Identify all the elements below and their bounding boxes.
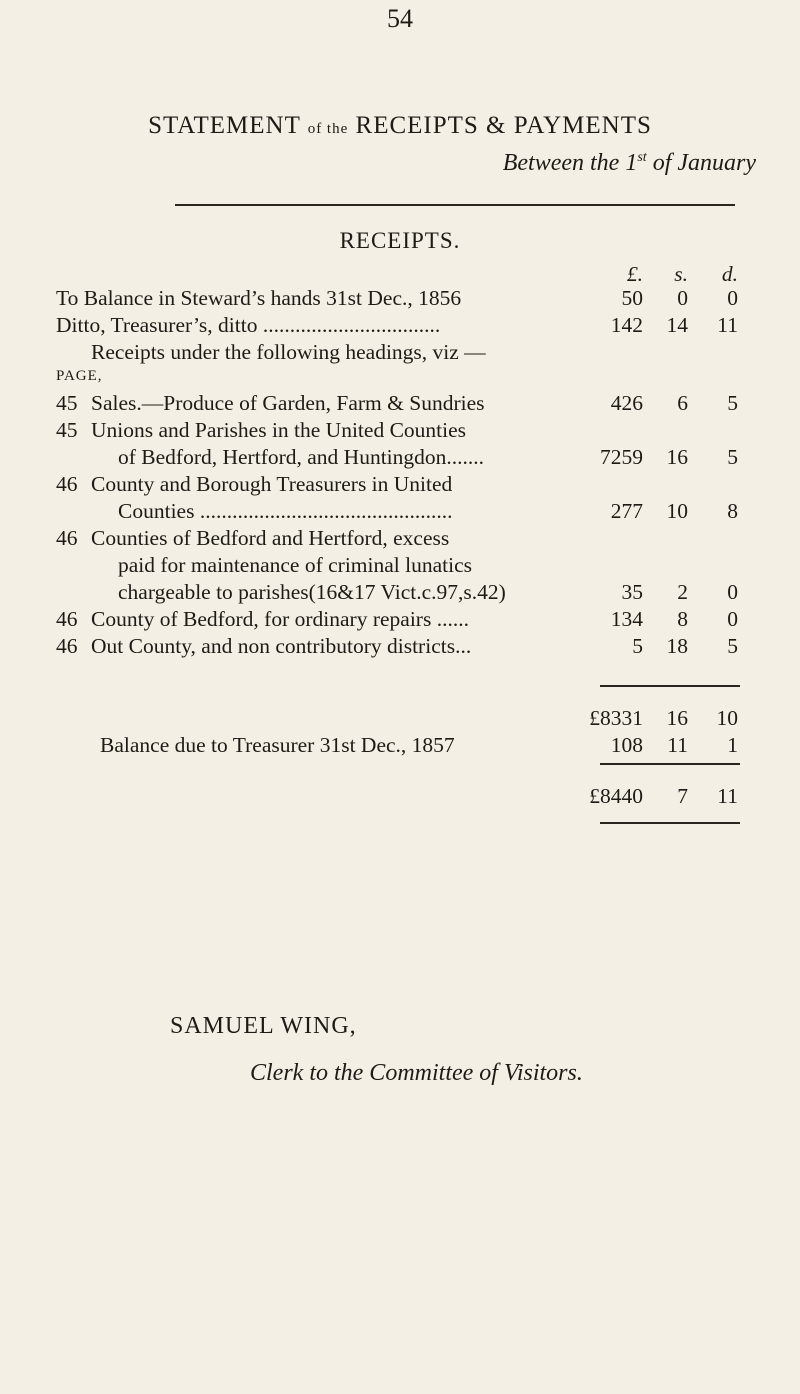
row-page: 46 <box>56 526 78 550</box>
row-label: paid for maintenance of criminal lunatics <box>118 553 473 577</box>
pounds-header: £. <box>626 262 643 286</box>
subheading-pre: Between the 1 <box>502 150 638 176</box>
section-title: RECEIPTS. <box>339 228 461 253</box>
clerk-title: Clerk to the Committee of Visitors. <box>250 1060 583 1086</box>
subtotal-shillings: 16 <box>666 706 688 730</box>
receipt-row <box>0 607 800 633</box>
row-pence: 5 <box>727 445 738 469</box>
row-label: Ditto, Treasurer’s, ditto ................................. <box>56 313 441 337</box>
total-shillings: 7 <box>677 784 688 808</box>
receipt-row <box>0 286 800 312</box>
row-page: 45 <box>56 391 78 415</box>
row-shillings: 0 <box>677 286 688 310</box>
statement-heading <box>0 112 800 140</box>
row-pence: 11 <box>717 313 738 337</box>
row-pounds: 142 <box>610 313 643 337</box>
row-pounds: 5 <box>632 634 643 658</box>
row-shillings: 8 <box>677 607 688 631</box>
row-label: Sales.—Produce of Garden, Farm & Sundries <box>91 391 485 415</box>
page-column-label: PAGE, <box>56 368 103 384</box>
row-pounds: 50 <box>621 286 643 310</box>
row-label: Receipts under the following headings, viz — <box>91 340 486 364</box>
receipt-row <box>0 391 800 417</box>
receipt-row <box>0 580 800 606</box>
page-number: 54 <box>387 4 413 33</box>
balance-row <box>0 733 800 759</box>
subheading-sup: st <box>637 150 647 165</box>
shillings-header: s. <box>674 262 688 286</box>
heading-part-2: of the <box>307 121 349 137</box>
row-label: Unions and Parishes in the United Counties <box>91 418 467 442</box>
row-page: 46 <box>56 472 78 496</box>
balance-shillings: 11 <box>667 733 688 757</box>
receipt-row <box>0 526 800 552</box>
total-pence: 11 <box>717 784 738 808</box>
final-rule <box>600 822 740 824</box>
receipt-row <box>0 499 800 525</box>
subtotal-pence: 10 <box>716 706 738 730</box>
balance-label: Balance due to Treasurer 31st Dec., 1857 <box>100 733 455 757</box>
row-page: 46 <box>56 607 78 631</box>
receipt-row <box>0 553 800 579</box>
column-header-row <box>0 262 800 288</box>
row-pence: 0 <box>727 580 738 604</box>
row-pounds: 7259 <box>600 445 643 469</box>
row-pence: 5 <box>727 634 738 658</box>
receipt-row <box>0 445 800 471</box>
subtotal-row <box>0 706 800 732</box>
row-pence: 0 <box>727 286 738 310</box>
row-label: Out County, and non contributory districts... <box>91 634 472 658</box>
row-label: chargeable to parishes(16&17 Vict.c.97,s.42) <box>118 580 506 604</box>
row-label: Counties of Bedford and Hertford, excess <box>91 526 450 550</box>
row-label: County and Borough Treasurers in United <box>91 472 453 496</box>
receipt-row <box>0 472 800 498</box>
row-label: County of Bedford, for ordinary repairs ...... <box>91 607 469 631</box>
subtotal-pounds: £8331 <box>589 706 643 730</box>
top-divider <box>175 204 735 206</box>
total-pounds: £8440 <box>589 784 643 808</box>
row-pounds: 277 <box>610 499 643 523</box>
row-pence: 8 <box>727 499 738 523</box>
row-page: 45 <box>56 418 78 442</box>
total-row <box>0 784 800 810</box>
row-pounds: 426 <box>610 391 643 415</box>
row-shillings: 14 <box>666 313 688 337</box>
pence-header: d. <box>721 262 738 286</box>
row-shillings: 6 <box>677 391 688 415</box>
subheading-post: of January <box>646 150 756 176</box>
receipt-row <box>0 634 800 660</box>
row-pounds: 35 <box>621 580 643 604</box>
heading-part-3: RECEIPTS & PAYMENTS <box>348 112 652 139</box>
heading-part-1: STATEMENT <box>148 112 308 139</box>
row-pence: 0 <box>727 607 738 631</box>
signature: SAMUEL WING, <box>170 1013 357 1039</box>
row-shillings: 2 <box>677 580 688 604</box>
row-shillings: 10 <box>666 499 688 523</box>
statement-subheading <box>503 150 756 177</box>
row-shillings: 16 <box>666 445 688 469</box>
balance-pence: 1 <box>727 733 738 757</box>
row-shillings: 18 <box>666 634 688 658</box>
balance-pounds: 108 <box>610 733 643 757</box>
row-label: Counties ............................................... <box>118 499 453 523</box>
row-page: 46 <box>56 634 78 658</box>
row-label: To Balance in Steward’s hands 31st Dec., 1856 <box>56 286 462 310</box>
row-pounds: 134 <box>610 607 643 631</box>
receipt-row <box>0 313 800 339</box>
row-label: of Bedford, Hertford, and Huntingdon....... <box>118 445 485 469</box>
receipt-row <box>0 340 800 366</box>
total-rule <box>600 763 740 765</box>
receipt-row <box>0 418 800 444</box>
subtotal-rule <box>600 685 740 687</box>
row-pence: 5 <box>727 391 738 415</box>
